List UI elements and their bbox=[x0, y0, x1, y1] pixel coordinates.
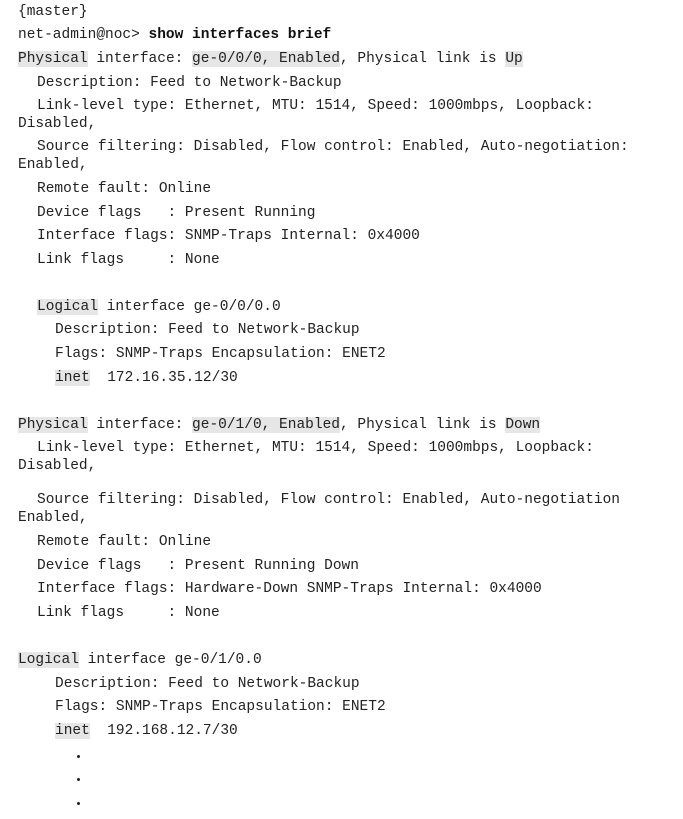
physical-mid: interface: bbox=[87, 417, 193, 433]
source-filtering-wrap: Enabled, bbox=[18, 157, 88, 173]
description-line: Description: Feed to Network-Backup bbox=[37, 75, 342, 91]
physical-mid: interface: bbox=[87, 51, 193, 67]
logical-flags-line: Flags: SNMP-Traps Encapsulation: ENET2 bbox=[55, 699, 386, 715]
inet-address: 192.168.12.7/30 bbox=[89, 723, 238, 739]
remote-fault-line: Remote fault: Online bbox=[37, 181, 212, 197]
link-state: Up bbox=[505, 51, 523, 67]
interface-flags-line: Interface flags: SNMP-Traps Internal: 0x4000 bbox=[37, 228, 420, 244]
interface-name: ge-0/0/0, Enabled bbox=[192, 51, 340, 67]
inet-address: 172.16.35.12/30 bbox=[89, 370, 238, 386]
logical-flags-line: Flags: SNMP-Traps Encapsulation: ENET2 bbox=[55, 346, 386, 362]
interface-flags-line: Interface flags: Hardware-Down SNMP-Traps Internal: 0x4000 bbox=[37, 581, 542, 597]
link-flags-line: Link flags : None bbox=[37, 605, 220, 621]
link-level-line: Link-level type: Ethernet, MTU: 1514, Speed: 1000mbps, Loopback: bbox=[37, 440, 594, 456]
command: show interfaces brief bbox=[148, 27, 332, 43]
inet-line bbox=[55, 722, 238, 740]
device-flags-line: Device flags : Present Running Down bbox=[37, 558, 359, 574]
continuation-dot bbox=[77, 778, 80, 781]
interface-name: ge-0/1/0, Enabled bbox=[192, 417, 340, 433]
inet-label: inet bbox=[55, 723, 90, 739]
config-context: {master} bbox=[18, 4, 88, 20]
link-level-wrap: Disabled, bbox=[18, 116, 97, 132]
source-filtering-line: Source filtering: Disabled, Flow control: Enabled, Auto-negotiation: bbox=[37, 139, 629, 155]
link-state: Down bbox=[505, 417, 541, 433]
physical-interface-line bbox=[18, 416, 540, 434]
inet-label: inet bbox=[55, 370, 90, 386]
logical-interface-line bbox=[37, 298, 281, 316]
source-filtering-wrap: Enabled, bbox=[18, 510, 88, 526]
physical-interface-line bbox=[18, 50, 523, 68]
link-level-line: Link-level type: Ethernet, MTU: 1514, Speed: 1000mbps, Loopback: bbox=[37, 98, 594, 114]
continuation-dot bbox=[77, 755, 80, 758]
logical-name: interface ge-0/0/0.0 bbox=[97, 299, 281, 315]
remote-fault-line: Remote fault: Online bbox=[37, 534, 212, 550]
logical-label: Logical bbox=[18, 652, 79, 668]
command-line bbox=[18, 26, 331, 44]
device-flags-line: Device flags : Present Running bbox=[37, 205, 316, 221]
logical-description-line: Description: Feed to Network-Backup bbox=[55, 676, 360, 692]
prompt: net-admin@noc> bbox=[18, 27, 140, 43]
source-filtering-line: Source filtering: Disabled, Flow control: Enabled, Auto-negotiation bbox=[37, 492, 620, 508]
continuation-dot bbox=[77, 802, 80, 805]
link-flags-line: Link flags : None bbox=[37, 252, 220, 268]
logical-name: interface ge-0/1/0.0 bbox=[78, 652, 262, 668]
logical-description-line: Description: Feed to Network-Backup bbox=[55, 322, 360, 338]
physical-tail: , Physical link is bbox=[339, 417, 506, 433]
physical-label: Physical bbox=[18, 51, 88, 67]
physical-tail: , Physical link is bbox=[339, 51, 506, 67]
link-level-wrap: Disabled, bbox=[18, 458, 97, 474]
logical-interface-line bbox=[18, 651, 262, 669]
physical-label: Physical bbox=[18, 417, 88, 433]
inet-line bbox=[55, 369, 238, 387]
logical-label: Logical bbox=[37, 299, 98, 315]
